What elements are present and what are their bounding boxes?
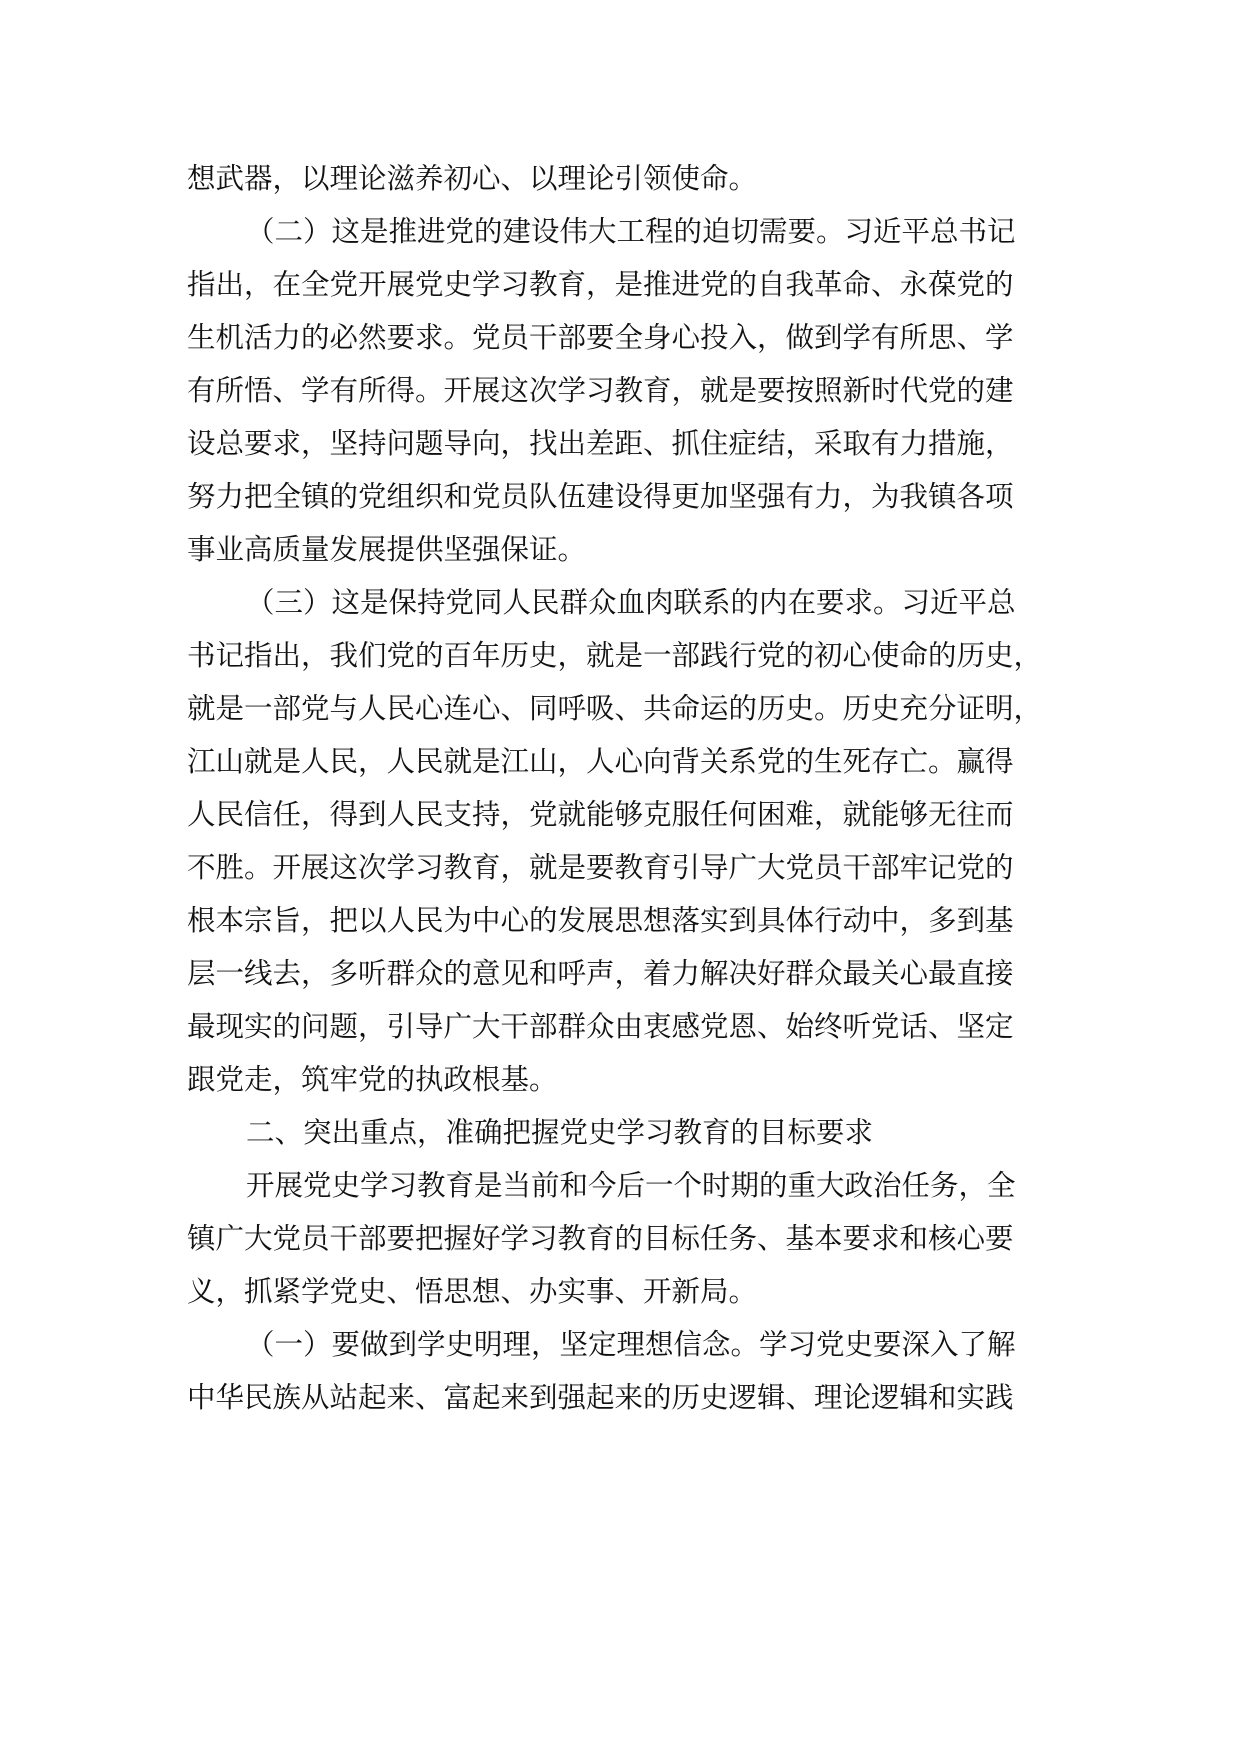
paragraph-heading-line: （一）要做到学史明理，坚定理想信念。学习党史要深入了解 bbox=[246, 1328, 1016, 1361]
paragraph-heading-line: （二）这是推进党的建设伟大工程的迫切需要。习近平总书记 bbox=[246, 215, 1016, 248]
body-text-line: 有所悟、学有所得。开展这次学习教育，就是要按照新时代党的建 bbox=[187, 374, 1014, 407]
body-text-line: 层一线去，多听群众的意见和呼声，着力解决好群众最关心最直接 bbox=[187, 957, 1014, 990]
body-text-line: 就是一部党与人民心连心、同呼吸、共命运的历史。历史充分证明， bbox=[187, 692, 1043, 725]
body-text-line: 指出，在全党开展党史学习教育，是推进党的自我革命、永葆党的 bbox=[187, 268, 1014, 301]
body-text-line: 最现实的问题，引导广大干部群众由衷感党恩、始终听党话、坚定 bbox=[187, 1010, 1014, 1043]
body-text-line: 努力把全镇的党组织和党员队伍建设得更加坚强有力，为我镇各项 bbox=[187, 480, 1014, 513]
body-text-line: 不胜。开展这次学习教育，就是要教育引导广大党员干部牢记党的 bbox=[187, 851, 1014, 884]
section-heading: 二、突出重点，准确把握党史学习教育的目标要求 bbox=[246, 1116, 874, 1149]
paragraph-first-line: 开展党史学习教育是当前和今后一个时期的重大政治任务，全 bbox=[246, 1169, 1016, 1202]
body-text-line: 江山就是人民，人民就是江山，人心向背关系党的生死存亡。赢得 bbox=[187, 745, 1014, 778]
body-text-line: 事业高质量发展提供坚强保证。 bbox=[187, 533, 587, 566]
body-text-line: 书记指出，我们党的百年历史，就是一部践行党的初心使命的历史， bbox=[187, 639, 1043, 672]
body-text-line: 设总要求，坚持问题导向，找出差距、抓住症结，采取有力措施， bbox=[187, 427, 1014, 460]
body-text-line: 生机活力的必然要求。党员干部要全身心投入，做到学有所思、学 bbox=[187, 321, 1014, 354]
body-text-line: 跟党走，筑牢党的执政根基。 bbox=[187, 1063, 558, 1096]
body-text-line: 镇广大党员干部要把握好学习教育的目标任务、基本要求和核心要 bbox=[187, 1222, 1014, 1255]
body-text-line: 中华民族从站起来、富起来到强起来的历史逻辑、理论逻辑和实践 bbox=[187, 1381, 1014, 1414]
body-text-line: 根本宗旨，把以人民为中心的发展思想落实到具体行动中，多到基 bbox=[187, 904, 1014, 937]
body-text-line: 想武器，以理论滋养初心、以理论引领使命。 bbox=[187, 162, 758, 195]
paragraph-heading-line: （三）这是保持党同人民群众血肉联系的内在要求。习近平总 bbox=[246, 586, 1016, 619]
body-text-line: 人民信任，得到人民支持，党就能够克服任何困难，就能够无往而 bbox=[187, 798, 1014, 831]
body-text-line: 义，抓紧学党史、悟思想、办实事、开新局。 bbox=[187, 1275, 758, 1308]
